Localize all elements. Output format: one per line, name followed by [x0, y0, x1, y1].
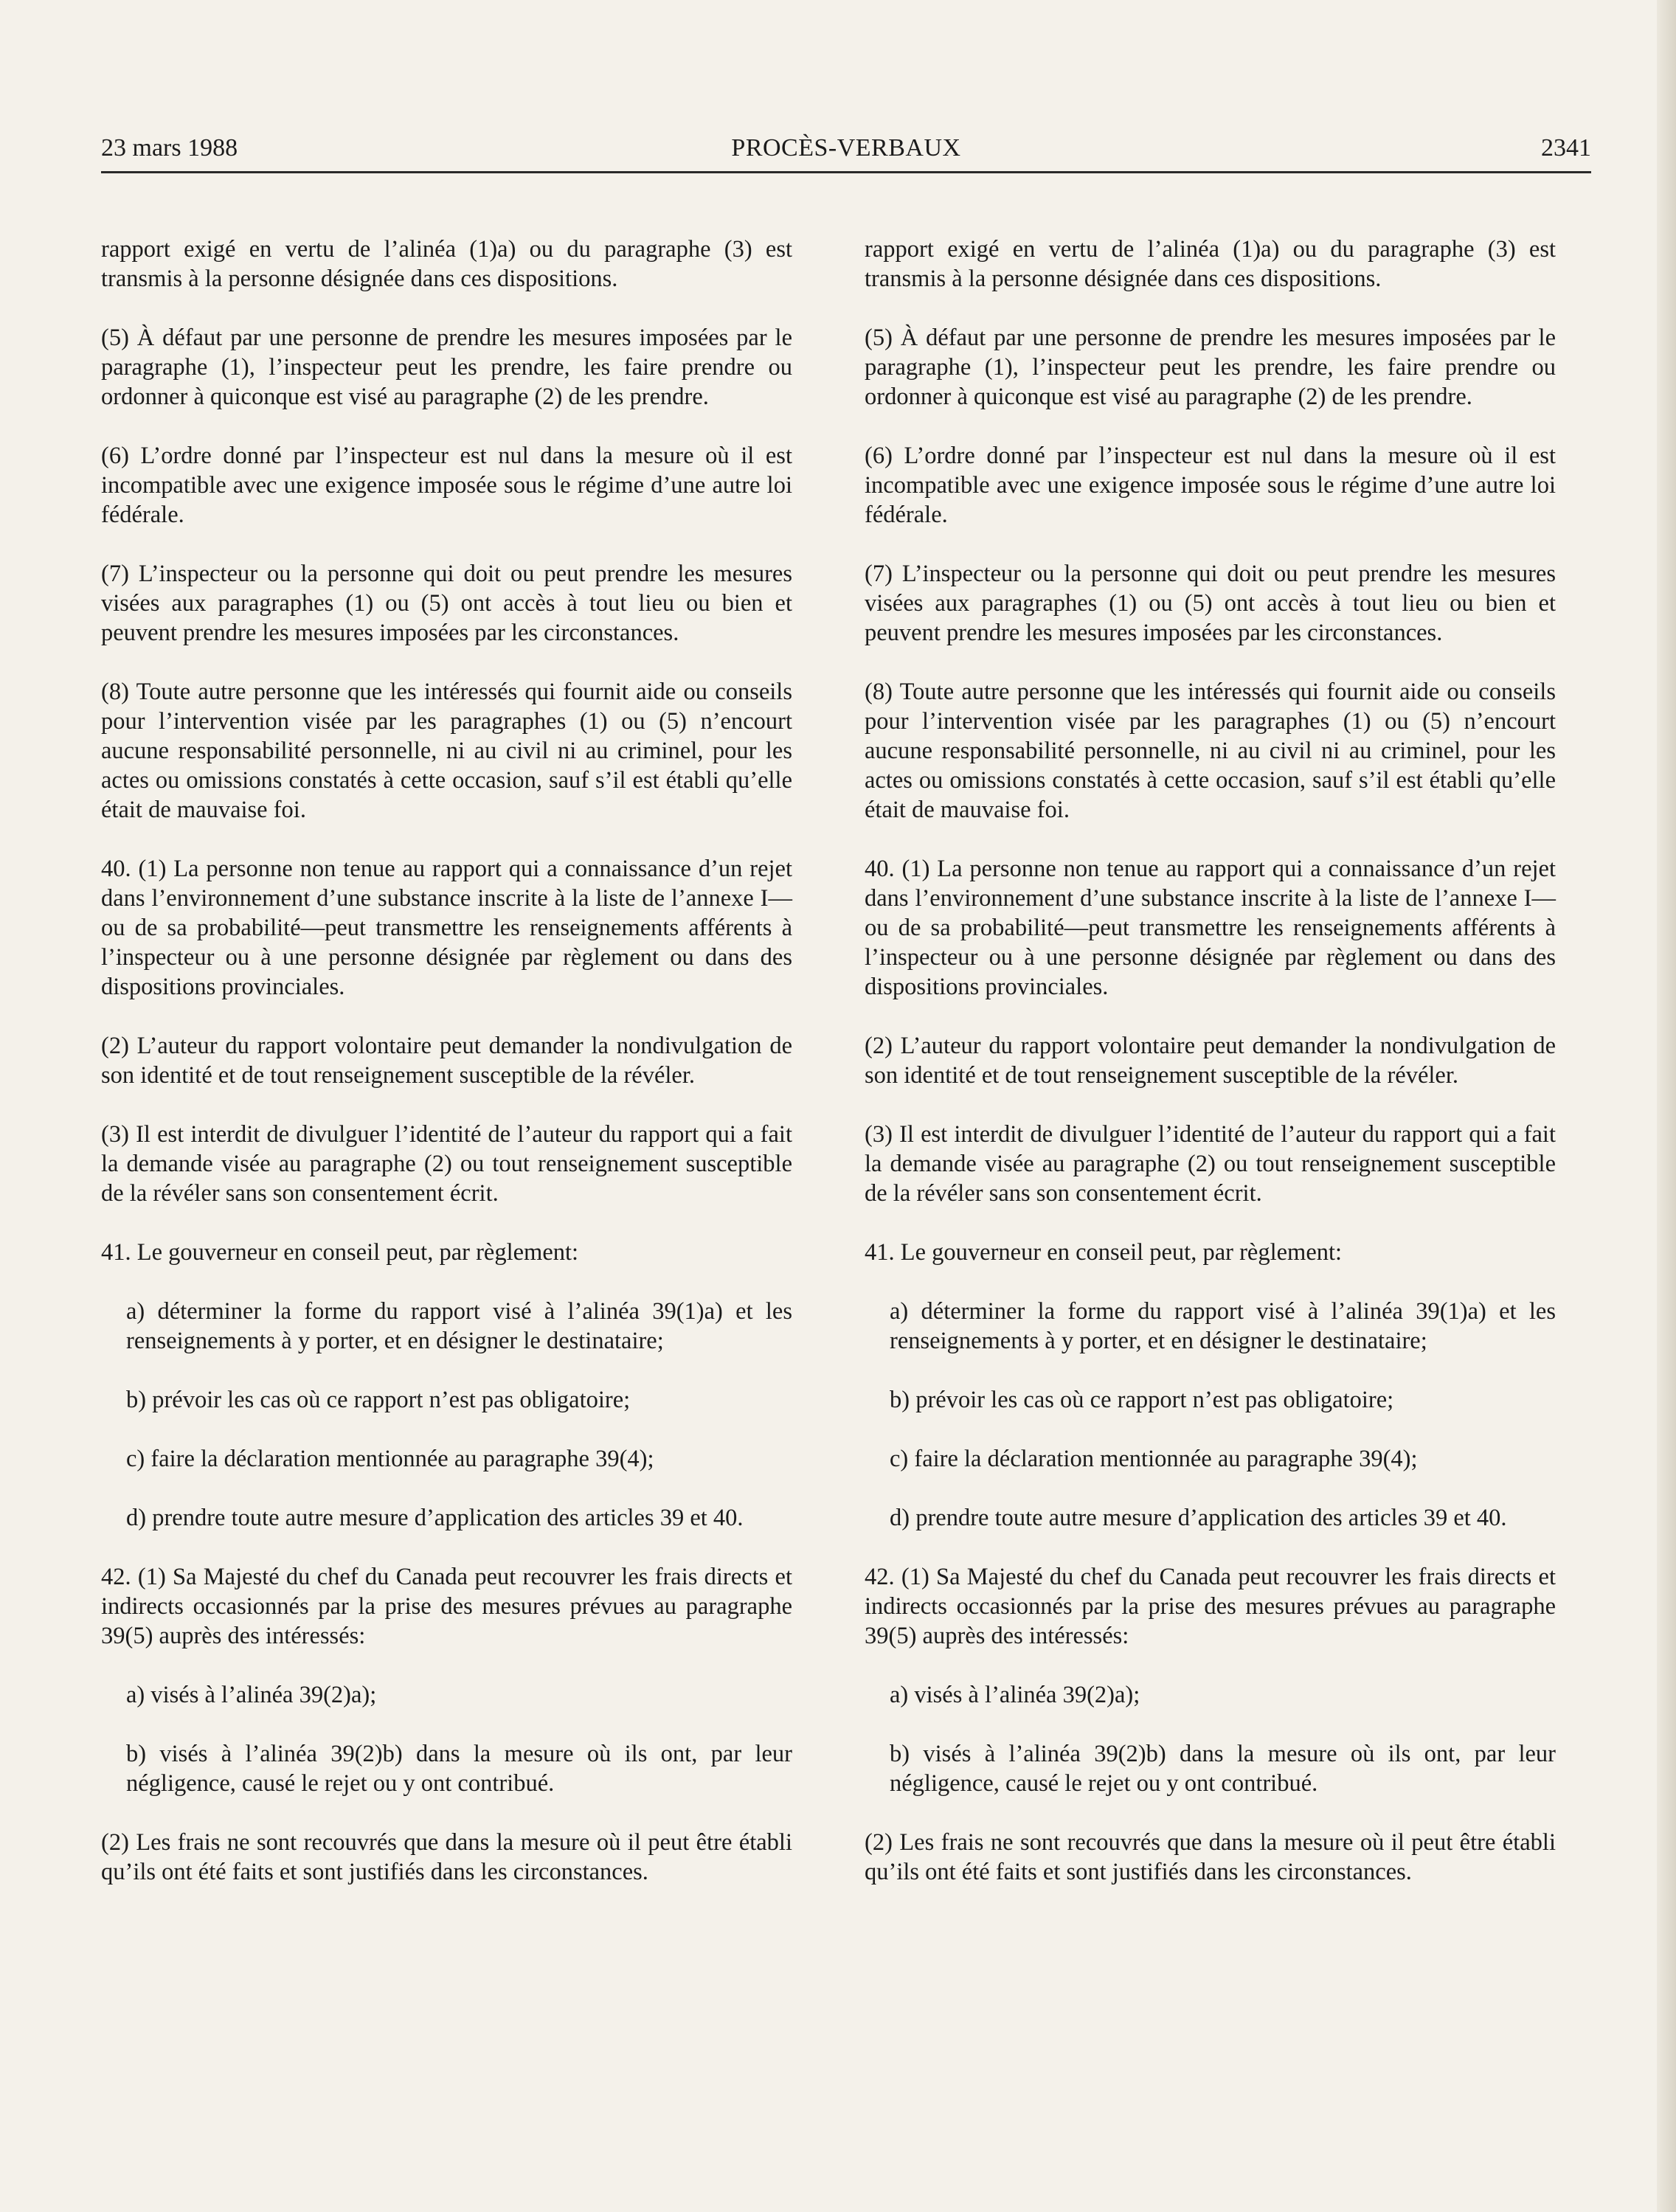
header-date: 23 mars 1988 [101, 134, 238, 162]
paragraph: (2) Les frais ne sont recouvrés que dans la mesure où il peut être établi qu’ils ont été faits et sont justifiés dans les circonstances. [101, 1829, 792, 1885]
paragraph: (5) À défaut par une personne de prendre les mesures imposées par le paragraphe (1), l’inspecteur peut les prendre, les faire prendre ou ordonner à quiconque est visé au paragraphe (2) de les prendre. [865, 325, 1556, 410]
paragraph: (6) L’ordre donné par l’inspecteur est nul dans la mesure où il est incompatible avec une exigence imposée sous le régime d’une autre loi fédérale. [865, 443, 1556, 528]
paragraph: 40. (1) La personne non tenue au rapport qui a connaissance d’un rejet dans l’environnement d’une substance inscrite à la liste de l’annexe I—ou de sa probabilité—peut transmettre les renseignements afférents à l’inspecteur ou à une personne désignée par règlement ou dans des dispositions provinciales. [865, 856, 1556, 1000]
list-item: b) prévoir les cas où ce rapport n’est pas obligatoire; [126, 1387, 631, 1413]
paragraph: (8) Toute autre personne que les intéressés qui fournit aide ou conseils pour l’intervention visée par les paragraphes (1) ou (5) n’encourt aucune responsabilité personnelle, ni au civil ni au criminel, pour les actes ou omissions constatés à cette occasion, sauf s’il est établi qu’elle était de mauvaise foi. [101, 679, 792, 823]
list-item: a) déterminer la forme du rapport visé à l’alinéa 39(1)a) et les renseignements à y porter, et en désigner le destinataire; [126, 1298, 792, 1354]
list-item: b) visés à l’alinéa 39(2)b) dans la mesure où ils ont, par leur négligence, causé le rejet ou y ont contribué. [890, 1741, 1556, 1797]
list-item: a) visés à l’alinéa 39(2)a); [126, 1682, 377, 1708]
paragraph: (5) À défaut par une personne de prendre les mesures imposées par le paragraphe (1), l’inspecteur peut les prendre, les faire prendre ou ordonner à quiconque est visé au paragraphe (2) de les prendre. [101, 325, 792, 410]
paragraph: (2) L’auteur du rapport volontaire peut demander la nondivulgation de son identité et de tout renseignement susceptible de la révéler. [101, 1033, 792, 1089]
list-item: b) visés à l’alinéa 39(2)b) dans la mesure où ils ont, par leur négligence, causé le rejet ou y ont contribué. [126, 1741, 792, 1797]
paragraph: (3) Il est interdit de divulguer l’identité de l’auteur du rapport qui a fait la demande visée au paragraphe (2) ou tout renseignement susceptible de la révéler sans son consentement écrit. [101, 1121, 792, 1207]
list-item: a) visés à l’alinéa 39(2)a); [890, 1682, 1140, 1708]
header-title: PROCÈS-VERBAUX [731, 134, 961, 162]
right-text-column [865, 235, 1556, 1916]
list-item: c) faire la déclaration mentionnée au paragraphe 39(4); [890, 1446, 1418, 1472]
paragraph: (2) Les frais ne sont recouvrés que dans la mesure où il peut être établi qu’ils ont été faits et sont justifiés dans les circonstances. [865, 1829, 1556, 1885]
paragraph: 42. (1) Sa Majesté du chef du Canada peut recouvrer les frais directs et indirects occasionnés par la prise des mesures prévues au paragraphe 39(5) auprès des intéressés: [865, 1564, 1556, 1649]
paragraph: (2) L’auteur du rapport volontaire peut demander la nondivulgation de son identité et de tout renseignement susceptible de la révéler. [865, 1033, 1556, 1089]
paragraph: 41. Le gouverneur en conseil peut, par règlement: [865, 1239, 1343, 1266]
paragraph: 41. Le gouverneur en conseil peut, par règlement: [101, 1239, 579, 1266]
paragraph: 40. (1) La personne non tenue au rapport qui a connaissance d’un rejet dans l’environnement d’une substance inscrite à la liste de l’annexe I—ou de sa probabilité—peut transmettre les renseignements afférents à l’inspecteur ou à une personne désignée par règlement ou dans des dispositions provinciales. [101, 856, 792, 1000]
paragraph: (8) Toute autre personne que les intéressés qui fournit aide ou conseils pour l’intervention visée par les paragraphes (1) ou (5) n’encourt aucune responsabilité personnelle, ni au civil ni au criminel, pour les actes ou omissions constatés à cette occasion, sauf s’il est établi qu’elle était de mauvaise foi. [865, 679, 1556, 823]
list-item: b) prévoir les cas où ce rapport n’est pas obligatoire; [890, 1387, 1394, 1413]
list-item: a) déterminer la forme du rapport visé à l’alinéa 39(1)a) et les renseignements à y porter, et en désigner le destinataire; [890, 1298, 1556, 1354]
page-header [101, 125, 1591, 173]
paragraph: rapport exigé en vertu de l’alinéa (1)a) ou du paragraphe (3) est transmis à la personne désignée dans ces dispositions. [865, 236, 1556, 292]
paragraph: (6) L’ordre donné par l’inspecteur est nul dans la mesure où il est incompatible avec une exigence imposée sous le régime d’une autre loi fédérale. [101, 443, 792, 528]
page-edge-shadow [1657, 0, 1676, 2212]
list-item: d) prendre toute autre mesure d’application des articles 39 et 40. [890, 1505, 1507, 1531]
left-text-column [101, 235, 792, 1916]
header-page-number: 2341 [1541, 134, 1591, 162]
paragraph: rapport exigé en vertu de l’alinéa (1)a) ou du paragraphe (3) est transmis à la personne désignée dans ces dispositions. [101, 236, 792, 292]
paragraph: 42. (1) Sa Majesté du chef du Canada peut recouvrer les frais directs et indirects occasionnés par la prise des mesures prévues au paragraphe 39(5) auprès des intéressés: [101, 1564, 792, 1649]
paragraph: (7) L’inspecteur ou la personne qui doit ou peut prendre les mesures visées aux paragraphes (1) ou (5) ont accès à tout lieu ou bien et peuvent prendre les mesures imposées par les circonstances. [101, 561, 792, 646]
list-item: d) prendre toute autre mesure d’application des articles 39 et 40. [126, 1505, 744, 1531]
list-item: c) faire la déclaration mentionnée au paragraphe 39(4); [126, 1446, 654, 1472]
paragraph: (3) Il est interdit de divulguer l’identité de l’auteur du rapport qui a fait la demande visée au paragraphe (2) ou tout renseignement susceptible de la révéler sans son consentement écrit. [865, 1121, 1556, 1207]
paragraph: (7) L’inspecteur ou la personne qui doit ou peut prendre les mesures visées aux paragraphes (1) ou (5) ont accès à tout lieu ou bien et peuvent prendre les mesures imposées par les circonstances. [865, 561, 1556, 646]
